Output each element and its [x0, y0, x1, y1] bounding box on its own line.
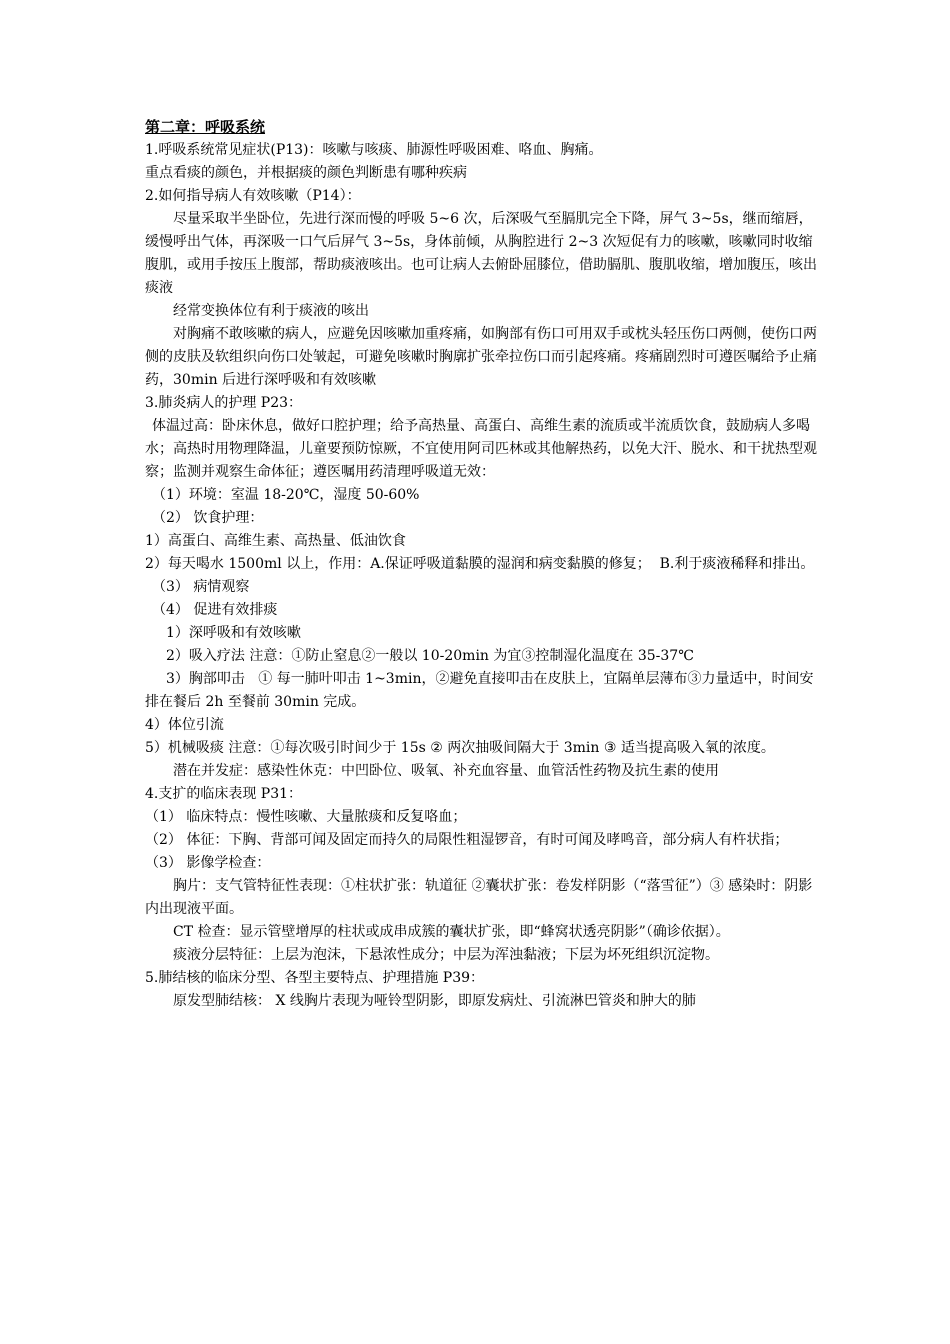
- paragraph-16: 2）吸入疗法 注意：①防止窒息②一般以 10-20min 为宜③控制湿化温度在 35-37℃: [166, 648, 694, 664]
- paragraph-24: （3） 影像学检查：: [145, 855, 271, 871]
- paragraph-19: 5）机械吸痰 注意：①每次吸引时间少于 15s ② 两次抽吸间隔大于 3min ③ 适当提高吸入氧的浓度。: [145, 740, 775, 756]
- paragraph-20: 潜在并发症：感染性休克：中凹卧位、吸氧、补充血容量、血管活性药物及抗生素的使用: [173, 763, 719, 779]
- paragraph-25: 胸片：支气管特征性表现：①柱状扩张：轨道征 ②囊状扩张：卷发样阴影（“落雪征”）③ 感染时：阴影内出现液平面。: [145, 878, 813, 917]
- paragraph-4: 尽量采取半坐卧位，先进行深而慢的呼吸 5~6 次，后深吸气至膈肌完全下降，屏气 3~5s，继而缩唇，缓慢呼出气体，再深吸一口气后屏气 3~5s，身体前倾，从胸腔进行 2~3 次短促有力的咳嗽，咳嗽同时收缩腹肌，或用手按压上腹部，帮助痰液咳出。也可让病人去俯卧屈膝位，借助膈肌、腹肌收缩，增加腹压，咳出痰液: [145, 211, 817, 296]
- paragraph-21: 4.支扩的临床表现 P31：: [145, 786, 303, 802]
- paragraph-22: （1） 临床特点：慢性咳嗽、大量脓痰和反复咯血；: [145, 809, 467, 825]
- paragraph-1: 1.呼吸系统常见症状(P13)：咳嗽与咳痰、肺源性呼吸困难、咯血、胸痛。: [145, 142, 603, 158]
- paragraph-5: 经常变换体位有利于痰液的咳出: [173, 303, 369, 319]
- paragraph-9: （1）环境：室温 18-20℃，湿度 50-60%: [152, 487, 420, 503]
- paragraph-10: （2） 饮食护理：: [152, 510, 264, 526]
- paragraph-12: 2）每天喝水 1500ml 以上，作用：A.保证呼吸道黏膜的湿润和病变黏膜的修复； B.利于痰液稀释和排出。: [145, 556, 815, 572]
- paragraph-11: 1）高蛋白、高维生素、高热量、低油饮食: [145, 533, 406, 549]
- paragraph-6: 对胸痛不敢咳嗽的病人，应避免因咳嗽加重疼痛，如胸部有伤口可用双手或枕头轻压伤口两侧，使伤口两侧的皮肤及软组织向伤口处皱起，可避免咳嗽时胸廓扩张牵拉伤口而引起疼痛。疼痛剧烈时可遵医嘱给予止痛药，30min 后进行深呼吸和有效咳嗽: [145, 326, 817, 388]
- paragraph-26: CT 检查：显示管壁增厚的柱状或成串成簇的囊状扩张，即“蜂窝状透亮阴影”（确诊依据）。: [173, 924, 730, 940]
- paragraph-23: （2） 体征：下胸、背部可闻及固定而持久的局限性粗湿锣音，有时可闻及哮鸣音，部分病人有杵状指；: [145, 832, 789, 848]
- paragraph-3: 2.如何指导病人有效咳嗽（P14）：: [145, 188, 361, 204]
- document-body: [145, 116, 825, 1013]
- paragraph-15: 1）深呼吸和有效咳嗽: [166, 625, 301, 641]
- paragraph-28: 5.肺结核的临床分型、各型主要特点、护理措施 P39：: [145, 970, 485, 986]
- paragraph-27: 痰液分层特征：上层为泡沫，下悬浓性成分；中层为浑浊黏液；下层为坏死组织沉淀物。: [173, 947, 719, 963]
- paragraph-29: 原发型肺结核： X 线胸片表现为哑铃型阴影，即原发病灶、引流淋巴管炎和肿大的肺: [173, 993, 696, 1009]
- paragraph-13: （3） 病情观察: [152, 579, 250, 595]
- chapter-title: 第二章：呼吸系统: [145, 118, 266, 136]
- paragraph-2: 重点看痰的颜色，并根据痰的颜色判断患有哪种疾病: [145, 165, 467, 181]
- paragraph-18: 4）体位引流: [145, 717, 224, 733]
- paragraph-7: 3.肺炎病人的护理 P23：: [145, 395, 303, 411]
- paragraph-17: 3）胸部叩击 ① 每一肺叶叩击 1~3min，②避免直接叩击在皮肤上，宜隔单层薄布③力量适中，时间安排在餐后 2h 至餐前 30min 完成。: [145, 671, 814, 710]
- paragraph-14: （4） 促进有效排痰: [152, 602, 278, 618]
- paragraph-8: 体温过高：卧床休息，做好口腔护理；给予高热量、高蛋白、高维生素的流质或半流质饮食，鼓励病人多喝水；高热时用物理降温，儿童要预防惊厥，不宜使用阿司匹林或其他解热药，以免大汗、脱水、和干扰热型观察；监测并观察生命体征；遵医嘱用药清理呼吸道无效：: [145, 418, 817, 480]
